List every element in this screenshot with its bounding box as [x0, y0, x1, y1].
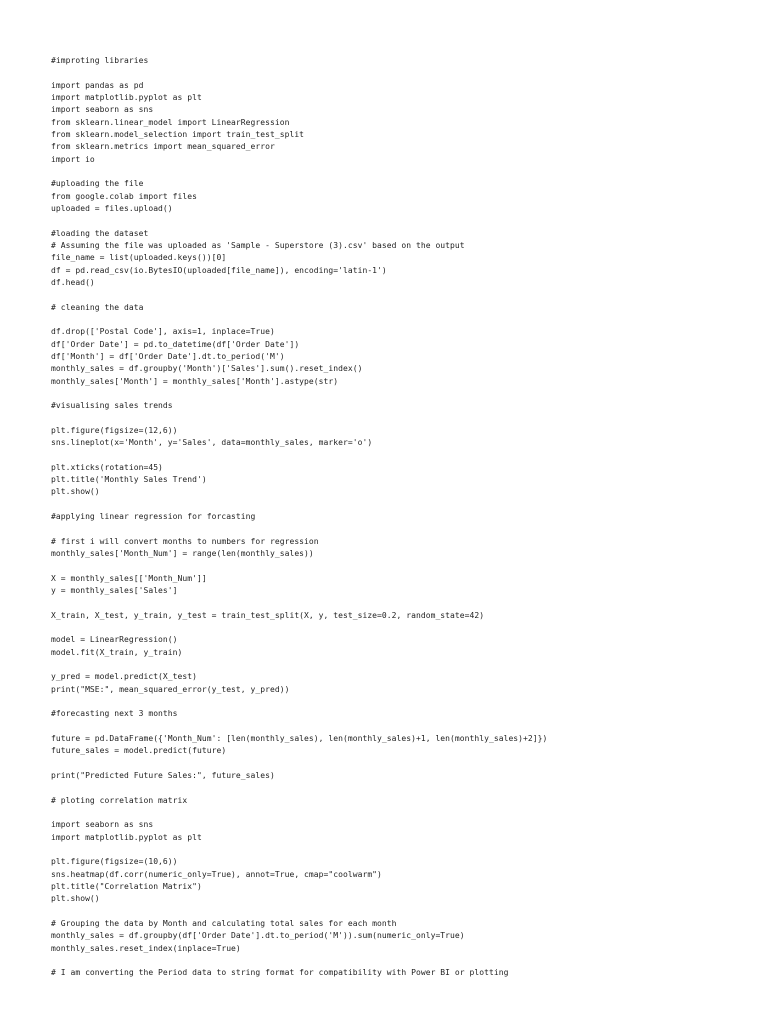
code-line: from sklearn.linear_model import LinearRegression [51, 117, 290, 127]
code-line: #uploading the file [51, 179, 144, 189]
code-line: monthly_sales = df.groupby(df['Order Date'].dt.to_period('M')).sum(numeric_only=True) [51, 931, 465, 941]
code-line: X = monthly_sales[['Month_Num']] [51, 573, 207, 583]
blank-line [51, 696, 751, 708]
blank-line [51, 450, 751, 462]
code-line: #visualising sales trends [51, 401, 173, 411]
code-line: plt.show() [51, 487, 100, 497]
code-line: plt.show() [51, 894, 100, 904]
code-line: monthly_sales['Month'] = monthly_sales['Month'].astype(str) [51, 376, 339, 386]
blank-line [51, 758, 751, 770]
code-line: import io [51, 154, 95, 164]
code-line: #loading the dataset [51, 228, 149, 238]
code-line: #applying linear regression for forcasting [51, 512, 256, 522]
code-line: plt.xticks(rotation=45) [51, 462, 163, 472]
code-line: import matplotlib.pyplot as plt [51, 92, 202, 102]
code-line: # ploting correlation matrix [51, 795, 188, 805]
code-line: X_train, X_test, y_train, y_test = train_test_split(X, y, test_size=0.2, random_state=42) [51, 610, 485, 620]
code-line: df.head() [51, 277, 95, 287]
code-line: #forecasting next 3 months [51, 709, 178, 719]
blank-line [51, 622, 751, 634]
code-line: #improting libraries [51, 56, 149, 65]
blank-line [51, 560, 751, 572]
code-line: plt.title('Monthly Sales Trend') [51, 475, 207, 485]
blank-line [51, 314, 751, 326]
code-line: y = monthly_sales['Sales'] [51, 586, 178, 596]
code-line: model.fit(X_train, y_train) [51, 647, 183, 657]
blank-line [51, 659, 751, 671]
code-line: df = pd.read_csv(io.BytesIO(uploaded[file_name]), encoding='latin-1') [51, 265, 387, 275]
blank-line [51, 499, 751, 511]
code-line: # Assuming the file was uploaded as 'Sample - Superstore (3).csv' based on the output [51, 240, 465, 250]
code-line: monthly_sales = df.groupby('Month')['Sales'].sum().reset_index() [51, 364, 363, 374]
blank-line [51, 523, 751, 535]
code-line: sns.lineplot(x='Month', y='Sales', data=monthly_sales, marker='o') [51, 438, 373, 448]
code-line: # first i will convert months to numbers for regression [51, 536, 319, 546]
blank-line [51, 289, 751, 301]
code-line: from google.colab import files [51, 191, 197, 201]
code-line: monthly_sales.reset_index(inplace=True) [51, 943, 241, 953]
blank-line [51, 721, 751, 733]
code-line: import matplotlib.pyplot as plt [51, 832, 202, 842]
code-line: import seaborn as sns [51, 820, 154, 830]
code-line: # cleaning the data [51, 302, 144, 312]
blank-line [51, 388, 751, 400]
blank-line [51, 67, 751, 79]
code-line: print("MSE:", mean_squared_error(y_test, y_pred)) [51, 684, 290, 694]
code-block [51, 55, 751, 980]
code-line: from sklearn.metrics import mean_squared_error [51, 142, 275, 152]
code-line: plt.figure(figsize=(12,6)) [51, 425, 178, 435]
code-line: from sklearn.model_selection import train_test_split [51, 129, 305, 139]
code-line: df['Order Date'] = pd.to_datetime(df['Order Date']) [51, 339, 300, 349]
blank-line [51, 413, 751, 425]
code-line: df.drop(['Postal Code'], axis=1, inplace=True) [51, 327, 275, 337]
code-line: # Grouping the data by Month and calculating total sales for each month [51, 918, 397, 928]
blank-line [51, 844, 751, 856]
code-line: y_pred = model.predict(X_test) [51, 672, 197, 682]
code-line: sns.heatmap(df.corr(numeric_only=True), annot=True, cmap="coolwarm") [51, 869, 382, 879]
code-line: plt.figure(figsize=(10,6)) [51, 857, 178, 867]
blank-line [51, 782, 751, 794]
code-line: # I am converting the Period data to string format for compatibility with Power BI or plotting [51, 968, 509, 978]
code-line: plt.title("Correlation Matrix") [51, 881, 202, 891]
blank-line [51, 166, 751, 178]
code-line: model = LinearRegression() [51, 635, 178, 645]
code-line: import seaborn as sns [51, 105, 154, 115]
code-line: monthly_sales['Month_Num'] = range(len(monthly_sales)) [51, 549, 314, 559]
code-line: print("Predicted Future Sales:", future_sales) [51, 771, 275, 781]
code-line: future = pd.DataFrame({'Month_Num': [len(monthly_sales), len(monthly_sales)+1, len(monthly_sales)+2]}) [51, 734, 548, 744]
blank-line [51, 906, 751, 918]
code-line: uploaded = files.upload() [51, 203, 173, 213]
code-line: df['Month'] = df['Order Date'].dt.to_period('M') [51, 351, 285, 361]
code-line: import pandas as pd [51, 80, 144, 90]
blank-line [51, 955, 751, 967]
blank-line [51, 215, 751, 227]
code-line: file_name = list(uploaded.keys())[0] [51, 253, 227, 263]
blank-line [51, 807, 751, 819]
code-line: future_sales = model.predict(future) [51, 746, 227, 756]
blank-line [51, 597, 751, 609]
